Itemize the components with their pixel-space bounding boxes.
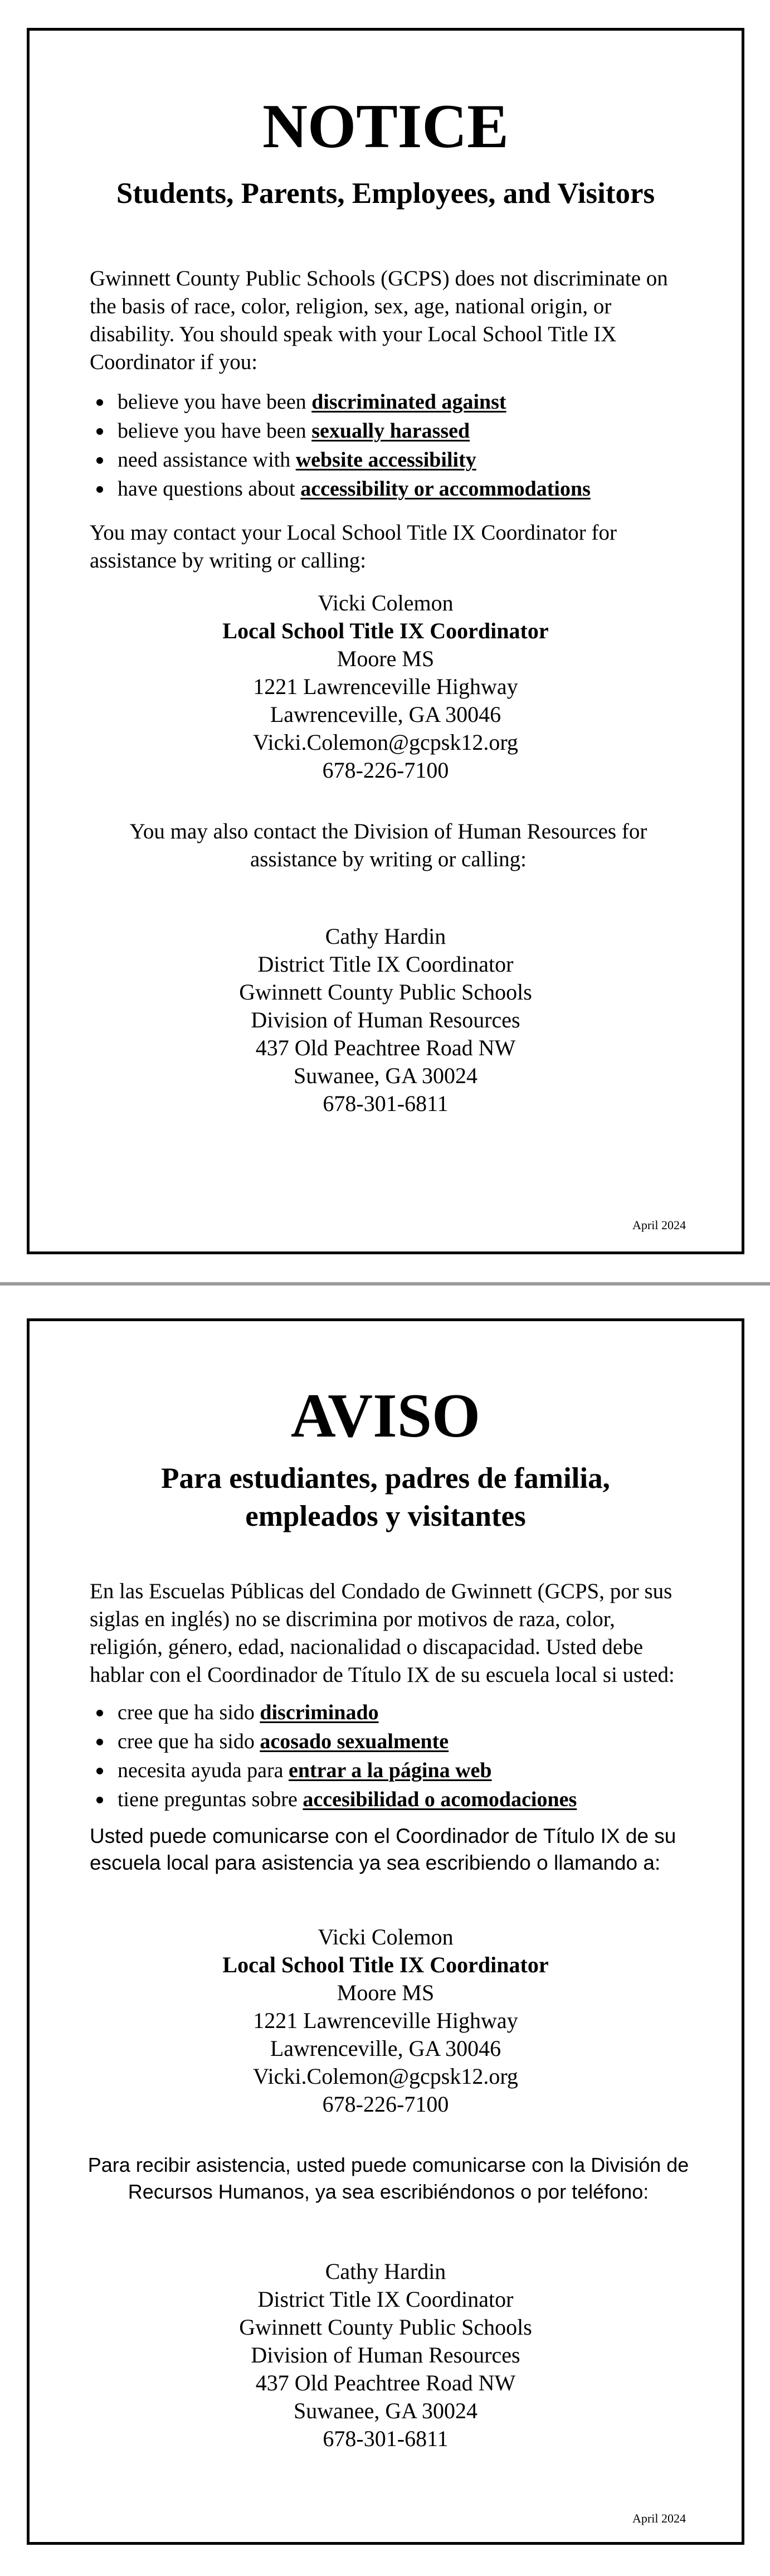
list-item: tiene preguntas sobre accesibilidad o acomodaciones xyxy=(90,1785,703,1814)
contact-city: Lawrenceville, GA 30046 xyxy=(270,702,501,727)
contact-school: Moore MS xyxy=(337,1980,435,2005)
contact-org: Gwinnett County Public Schools xyxy=(239,2315,532,2340)
contact-role: District Title IX Coordinator xyxy=(257,2287,514,2312)
website-accessibility-link[interactable]: website accessibility xyxy=(295,448,476,472)
concern-list xyxy=(90,387,703,503)
contact-street: 437 Old Peachtree Road NW xyxy=(255,2370,516,2395)
notice-page-spanish xyxy=(27,1318,744,2545)
contact-email[interactable]: Vicki.Colemon@gcpsk12.org xyxy=(253,2064,518,2089)
contact-city: Lawrenceville, GA 30046 xyxy=(270,2036,501,2061)
page-subtitle-line2: empleados y visitantes xyxy=(245,1500,526,1532)
district-coordinator-contact xyxy=(30,2258,742,2453)
list-item: believe you have been discriminated against xyxy=(90,387,703,416)
contact-role: District Title IX Coordinator xyxy=(257,952,514,977)
bullet-icon xyxy=(96,486,103,493)
contact-school: Moore MS xyxy=(337,646,435,671)
intro-paragraph: Gwinnett County Public Schools (GCPS) does not discriminate on the basis of race, color, religion, sex, age, national origin, or disability. You should speak with your Local School Title IX Coordinator if you: xyxy=(90,266,668,374)
concern-list xyxy=(90,1698,703,1814)
contact-city: Suwanee, GA 30024 xyxy=(294,1063,477,1088)
contact-name: Vicki Colemon xyxy=(318,590,454,615)
bullet-icon xyxy=(96,1768,103,1774)
bullet-icon xyxy=(96,1739,103,1745)
local-coordinator-contact xyxy=(30,589,742,784)
contact-org: Gwinnett County Public Schools xyxy=(239,979,532,1005)
contact-phone: 678-301-6811 xyxy=(323,1091,449,1116)
list-item: cree que ha sido discriminado xyxy=(90,1698,703,1727)
sexually-harassed-link[interactable]: sexually harassed xyxy=(311,419,470,443)
contact-phone: 678-226-7100 xyxy=(322,758,449,783)
contact-role: Local School Title IX Coordinator xyxy=(222,618,549,643)
page-subtitle: Students, Parents, Employees, and Visitors xyxy=(116,177,655,210)
list-item: believe you have been sexually harassed xyxy=(90,416,703,445)
page-title: NOTICE xyxy=(262,92,509,161)
list-item: need assistance with website accessibility xyxy=(90,445,703,474)
district-coordinator-contact xyxy=(30,923,742,1118)
page-subtitle-line1: Para estudiantes, padres de familia, xyxy=(161,1462,610,1495)
bullet-icon xyxy=(96,1797,103,1803)
contact-name: Cathy Hardin xyxy=(325,2259,446,2284)
acosado-sexualmente-link[interactable]: acosado sexualmente xyxy=(260,1730,449,1753)
list-item: cree que ha sido acosado sexualmente xyxy=(90,1727,703,1756)
contact-intro: You may contact your Local School Title IX Coordinator for assistance by writing or calling: xyxy=(90,521,617,573)
list-item: have questions about accessibility or accommodations xyxy=(90,474,703,503)
bullet-icon xyxy=(96,1710,103,1716)
pagina-web-link[interactable]: entrar a la página web xyxy=(289,1759,492,1782)
contact-name: Cathy Hardin xyxy=(325,924,446,949)
contact-phone: 678-301-6811 xyxy=(323,2426,449,2451)
bullet-icon xyxy=(96,428,103,435)
list-item: necesita ayuda para entrar a la página web xyxy=(90,1756,703,1785)
contact-street: 437 Old Peachtree Road NW xyxy=(255,1035,516,1060)
revision-date: April 2024 xyxy=(632,2511,686,2525)
local-coordinator-contact xyxy=(30,1923,742,2118)
page-separator xyxy=(0,1282,770,1285)
bullet-icon xyxy=(96,457,103,464)
contact-role: Local School Title IX Coordinator xyxy=(222,1952,549,1977)
contact-street: 1221 Lawrenceville Highway xyxy=(253,2008,518,2033)
hr-intro: Para recibir asistencia, usted puede comunicarse con la División de Recursos Humanos, ya sea escribiéndonos o por teléfono: xyxy=(87,2153,689,2203)
contact-name: Vicki Colemon xyxy=(318,1924,454,1949)
page-title: AVISO xyxy=(290,1381,481,1450)
contact-division: Division of Human Resources xyxy=(251,2342,520,2368)
contact-phone: 678-226-7100 xyxy=(322,2092,449,2117)
bullet-icon xyxy=(96,399,103,406)
revision-date: April 2024 xyxy=(632,1218,686,1232)
notice-page-english xyxy=(27,28,744,1254)
accessibility-accommodations-link[interactable]: accessibility or accommodations xyxy=(300,477,591,501)
accesibilidad-acomodaciones-link[interactable]: accesibilidad o acomodaciones xyxy=(303,1788,577,1811)
contact-city: Suwanee, GA 30024 xyxy=(294,2398,477,2423)
hr-intro: You may also contact the Division of Human Resources for assistance by writing or calling: xyxy=(129,819,647,871)
contact-email[interactable]: Vicki.Colemon@gcpsk12.org xyxy=(253,730,518,755)
contact-street: 1221 Lawrenceville Highway xyxy=(253,674,518,699)
intro-paragraph: En las Escuelas Públicas del Condado de Gwinnett (GCPS, por sus siglas en inglés) no se discrimina por motivos de raza, color, religión, género, edad, nacionalidad o discapacidad. Usted debe hablar con el Coordinador de Título IX de su escuela local si usted: xyxy=(90,1579,675,1687)
discriminado-link[interactable]: discriminado xyxy=(260,1701,379,1724)
contact-intro: Usted puede comunicarse con el Coordinador de Título IX de su escuela local para asistencia ya sea escribiendo o llamando a: xyxy=(90,1825,676,1874)
contact-division: Division of Human Resources xyxy=(251,1007,520,1032)
discriminated-against-link[interactable]: discriminated against xyxy=(311,390,506,414)
